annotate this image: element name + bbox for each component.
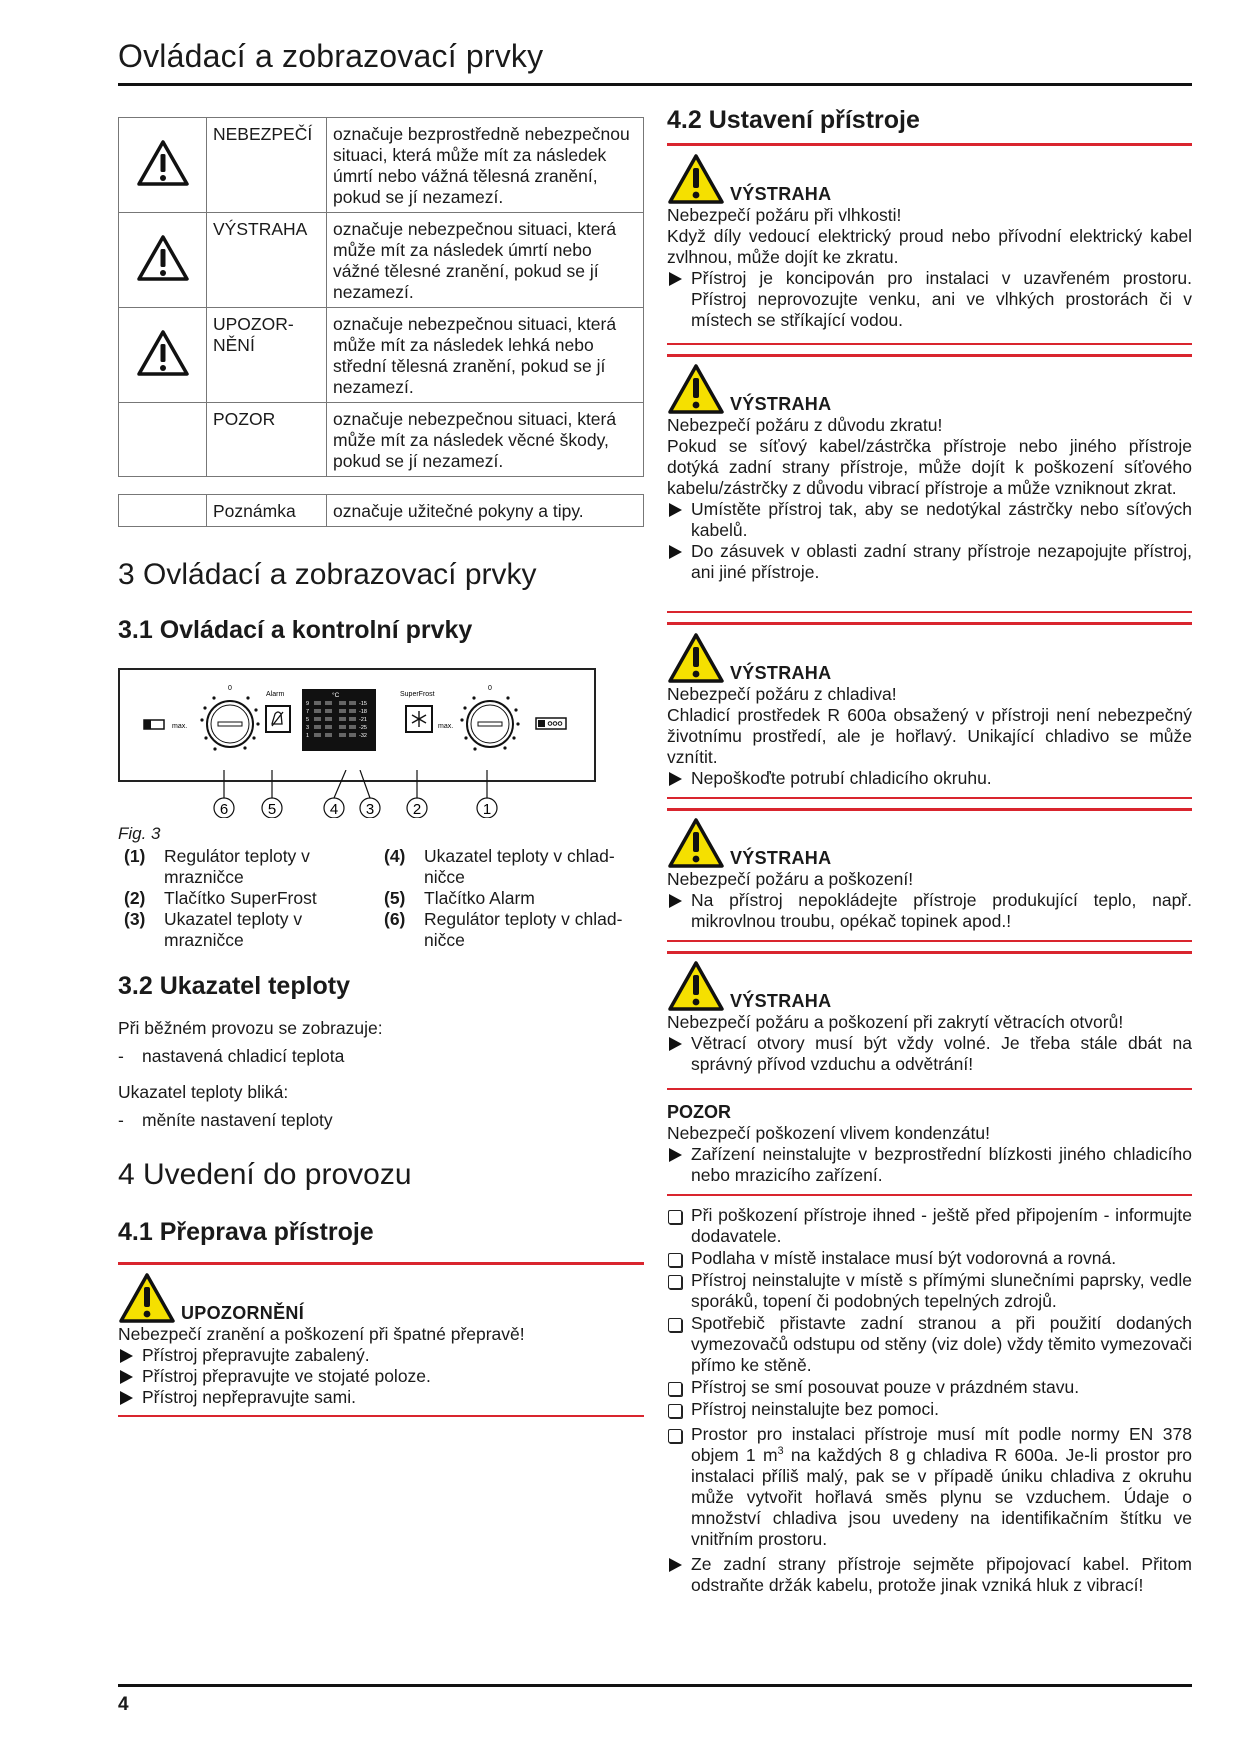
table-row (119, 213, 644, 308)
norm-text-start: Prostor pro instalaci přístroje musí mít podle normy EN 378 objem 1 m (691, 1424, 1192, 1465)
refrigerant-warning (667, 632, 1192, 802)
dash-marker: - (118, 1110, 124, 1130)
condensate-notice (667, 1102, 1192, 1194)
signal-description: označuje nebezpečnou situaci, která může mít za následek lehká nebo střední tělesná zranění, pokud se jí nezamezí. (327, 308, 644, 403)
callout-number: 3 (365, 801, 375, 818)
fridge-scale-value: 9 (306, 701, 310, 707)
checklist-item: Podlaha v místě instalace musí být vodorovná a rovná. (667, 1248, 1192, 1269)
legend-number: (3) (124, 909, 146, 929)
control-panel-drawing (120, 670, 594, 780)
footer-rule (118, 1684, 1192, 1687)
signal-term: NEBEZPEČÍ (207, 118, 327, 213)
checklist-item: Přístroj se smí posouvat pouze v prázdném stavu. (667, 1377, 1192, 1398)
warning-instruction: Na přístroj nepokládejte přístroje produkující teplo, např. mikrovlnou troubu, opékač topinek apod.! (667, 890, 1192, 932)
fridge-temperature-dial[interactable] (200, 696, 259, 750)
signal-term: Poznámka (207, 495, 327, 527)
notice-rule-bottom (667, 1194, 1192, 1196)
superfrost-label: SuperFrost (400, 691, 435, 698)
icon-cell (119, 308, 207, 403)
display-unit: °C (332, 692, 340, 699)
legend-text: Tlačítko Alarm (424, 888, 535, 908)
warning-rule-top (667, 951, 1192, 954)
warning-body (667, 1012, 1192, 1075)
warning-triangle-icon (667, 817, 725, 869)
callout-number: 1 (482, 801, 492, 818)
table-row (119, 308, 644, 403)
warning-rule-bottom (667, 611, 1192, 613)
freezer-compartment-icon (536, 718, 566, 729)
table-row (119, 495, 644, 527)
callout-number: 4 (329, 801, 339, 818)
legend-text: Regulátor teploty v mrazničce (164, 846, 310, 887)
section-4-1-heading: 4.1 Přeprava přístroje (118, 1218, 374, 1246)
signal-description: označuje užitečné pokyny a tipy. (327, 495, 644, 527)
freezer-scale-value: -15 (359, 701, 367, 707)
signal-term: VÝSTRAHA (207, 213, 327, 308)
warning-rule-bottom (667, 797, 1192, 799)
temperature-display (302, 689, 376, 751)
legend-number: (4) (384, 846, 406, 866)
list-item-text: nastavená chladicí teplota (142, 1046, 345, 1066)
note-table (118, 494, 644, 527)
warning-line: Nebezpečí požáru z chladiva! (667, 684, 897, 704)
warning-rule-bottom (667, 343, 1192, 345)
legend-number: (6) (384, 909, 406, 929)
warning-triangle-icon (136, 234, 190, 282)
dial-zero-label: 0 (488, 685, 492, 692)
warning-rule-top (667, 354, 1192, 357)
warning-label: VÝSTRAHA (730, 991, 832, 1011)
installation-checklist (667, 1205, 1192, 1597)
dial-zero-label: 0 (228, 685, 232, 692)
checklist-item (667, 1424, 1192, 1550)
alarm-button[interactable] (266, 706, 290, 732)
callout-leaders (118, 770, 518, 818)
warning-triangle-icon (667, 363, 725, 415)
icon-cell (119, 495, 207, 527)
warning-rule-top (118, 1262, 644, 1265)
notice-label: POZOR (667, 1102, 732, 1122)
warning-line: Nebezpečí požáru a poškození! (667, 869, 914, 889)
figure-caption: Fig. 3 (118, 824, 161, 843)
signal-description: označuje nebezpečnou situaci, která může mít za následek věcné škody, pokud se jí nezamezí. (327, 403, 644, 477)
warning-triangle-icon (136, 139, 190, 187)
warning-triangle-icon (667, 632, 725, 684)
warning-label: VÝSTRAHA (730, 663, 832, 683)
heat-damage-warning (667, 817, 1192, 937)
table-row (119, 403, 644, 477)
freezer-scale-value: -21 (359, 717, 367, 723)
legend-number: (1) (124, 846, 146, 866)
safety-signal-table (118, 117, 644, 477)
fridge-scale-value: 5 (306, 717, 310, 723)
warning-line: Když díly vedoucí elektrický proud nebo přívodní elektrický kabel zvlhnou, může dojít ke zkratu. (667, 226, 1192, 267)
warning-triangle-icon (136, 329, 190, 377)
warning-rule-top (667, 808, 1192, 811)
callout-number: 6 (219, 801, 229, 818)
dial-max-label: max. (438, 723, 454, 730)
section-4-2-heading: 4.2 Ustavení přístroje (667, 106, 920, 134)
section-3-2-heading: 3.2 Ukazatel teploty (118, 972, 351, 1000)
checklist-item: Při poškození přístroje ihned - ještě před připojením - informujte dodavatele. (667, 1205, 1192, 1247)
control-panel-figure (118, 668, 596, 782)
checklist-item: Spotřebič přistavte zadní stranou a při použití dodaných vymezovačů odstupu od stěny (viz dole) vždy těmito vymezovači přímo ke stěně. (667, 1313, 1192, 1376)
dial-max-label: max. (172, 723, 188, 730)
warning-intro: Nebezpečí zranění a poškození při špatné přepravě! (118, 1324, 525, 1344)
section-4-heading: 4 Uvedení do provozu (118, 1158, 412, 1191)
figure-legend-left (124, 846, 384, 950)
warning-instruction: Přístroj je koncipován pro instalaci v uzavřeném prostoru. Přístroj neprovozujte venku, ani ve vlhkých prostorách či v místech se stříkající vodou. (667, 268, 1192, 331)
freezer-temperature-dial[interactable] (460, 696, 519, 750)
legend-text: Regulátor teploty v chladničce (424, 909, 623, 950)
superfrost-button[interactable] (406, 706, 432, 732)
freezer-scale-value: -32 (359, 733, 367, 739)
warning-label: VÝSTRAHA (730, 184, 832, 204)
warning-triangle-icon (667, 153, 725, 205)
list-item (118, 1046, 644, 1068)
warning-line: Nebezpečí požáru z důvodu zkratu! (667, 415, 943, 435)
list-item-text: měníte nastavení teploty (142, 1110, 333, 1130)
norm-text-end: na každých 8 g chladiva R 600a. Je-li prostor pro instalaci příliš malý, pak se v případě úniku chladiva z okruhu může vytvořit hořlavá směs plynu se vzduchem. Údaje o množství chladiva jsou uvedeny na identifikačním štítku ve vnitřním prostoru. (691, 1445, 1193, 1549)
norm-superscript: 3 (777, 1445, 784, 1458)
legend-text: Tlačítko SuperFrost (164, 888, 317, 908)
fridge-scale-value: 1 (306, 733, 310, 739)
section-3-heading: 3 Ovládací a zobrazovací prvky (118, 558, 537, 591)
warning-instruction: Do zásuvek v oblasti zadní strany přístroje nezapojujte přístroj, ani jiné přístroje. (667, 541, 1192, 583)
page-header-title: Ovládací a zobrazovací prvky (118, 38, 544, 74)
freezer-scale-value: -25 (359, 725, 367, 731)
warning-body (667, 684, 1192, 789)
paragraph: Ukazatel teploty bliká: (118, 1082, 289, 1102)
legend-text: Ukazatel teploty v mrazničce (164, 909, 303, 950)
transport-warning (118, 1272, 644, 1412)
warning-instruction: Umístěte přístroj tak, aby se nedotýkal zástrčky nebo síťových kabelů. (667, 499, 1192, 541)
warning-rule-bottom (667, 940, 1192, 942)
list-item (118, 1110, 644, 1132)
signal-description: označuje nebezpečnou situaci, která může mít za následek úmrtí nebo vážné tělesné zranění, pokud se jí nezamezí. (327, 213, 644, 308)
warning-body (667, 205, 1192, 331)
warning-rule-bottom (667, 1088, 1192, 1090)
warning-line: Chladicí prostředek R 600a obsažený v přístroji není nebezpečný životnímu prostředí, ale je hořlavý. Unikající chladivo se může vznítit. (667, 705, 1192, 767)
warning-body (667, 869, 1192, 932)
callout-number: 5 (267, 801, 277, 818)
legend-number: (2) (124, 888, 146, 908)
notice-instruction: Zařízení neinstalujte v bezprostřední blízkosti jiného chladicího nebo mrazicího zařízení. (667, 1144, 1192, 1186)
warning-triangle-icon (667, 960, 725, 1012)
figure-legend-right (384, 846, 644, 950)
checklist-item: Přístroj neinstalujte v místě s přímými slunečními paprsky, vedle sporáků, topení či podobných tepelných zdrojů. (667, 1270, 1192, 1312)
warning-label: UPOZORNĚNÍ (181, 1303, 305, 1323)
legend-number: (5) (384, 888, 406, 908)
icon-cell (119, 403, 207, 477)
fridge-scale-value: 3 (306, 725, 310, 731)
warning-instruction: Přístroj přepravujte ve stojaté poloze. (118, 1366, 644, 1387)
warning-rule-top (667, 143, 1192, 146)
page-number: 4 (118, 1694, 129, 1715)
ventilation-warning (667, 960, 1192, 1080)
warning-instruction: Přístroj přepravujte zabalený. (118, 1345, 644, 1366)
instruction-item: Ze zadní strany přístroje sejměte připojovací kabel. Přitom odstraňte držák kabelu, protože jinak vzniká hluk z vibrací! (667, 1554, 1192, 1596)
fridge-compartment-icon (144, 720, 164, 729)
humidity-fire-warning (667, 153, 1192, 343)
warning-instruction: Nepoškoďte potrubí chladicího okruhu. (667, 768, 1192, 789)
signal-description: označuje bezprostředně nebezpečnou situaci, která může mít za následek úmrtí nebo vážná tělesná zranění, pokud se jí nezamezí. (327, 118, 644, 213)
warning-label: VÝSTRAHA (730, 848, 832, 868)
warning-rule-top (667, 622, 1192, 625)
warning-instruction: Větrací otvory musí být vždy volné. Je třeba stále dbát na správný přívod vzduchu a odvětrání! (667, 1033, 1192, 1075)
fridge-scale-value: 7 (306, 709, 310, 715)
notice-line: Nebezpečí poškození vlivem kondenzátu! (667, 1123, 990, 1143)
warning-rule-bottom (118, 1415, 644, 1417)
warning-instruction: Přístroj nepřepravujte sami. (118, 1387, 644, 1408)
dash-marker: - (118, 1046, 124, 1066)
checklist-item: Přístroj neinstalujte bez pomoci. (667, 1399, 1192, 1420)
alarm-label: Alarm (266, 691, 285, 698)
callout-number: 2 (412, 801, 422, 818)
legend-text: Ukazatel teploty v chladničce (424, 846, 615, 887)
warning-line: Pokud se síťový kabel/zástrčka přístroje nebo jiného přístroje dotýká zadní strany přístroje, může dojít k poškození síťového kabelu/zástrčky z důvodu vibrací přístroje a může vzniknout zkrat. (667, 436, 1192, 498)
warning-body (118, 1324, 644, 1408)
short-circuit-warning (667, 363, 1192, 613)
warning-line: Nebezpečí požáru při vlhkosti! (667, 205, 902, 225)
section-3-1-heading: 3.1 Ovládací a kontrolní prvky (118, 616, 473, 644)
paragraph: Při běžném provozu se zobrazuje: (118, 1018, 383, 1038)
warning-label: VÝSTRAHA (730, 394, 832, 414)
freezer-scale-value: -18 (359, 709, 367, 715)
table-row (119, 118, 644, 213)
signal-term: POZOR (207, 403, 327, 477)
warning-line: Nebezpečí požáru a poškození při zakrytí větracích otvorů! (667, 1012, 1124, 1032)
header-rule (118, 83, 1192, 86)
icon-cell (119, 213, 207, 308)
icon-cell (119, 118, 207, 213)
warning-body (667, 415, 1192, 583)
signal-term: UPOZORNĚNÍ (207, 308, 327, 403)
warning-triangle-icon (118, 1272, 176, 1324)
